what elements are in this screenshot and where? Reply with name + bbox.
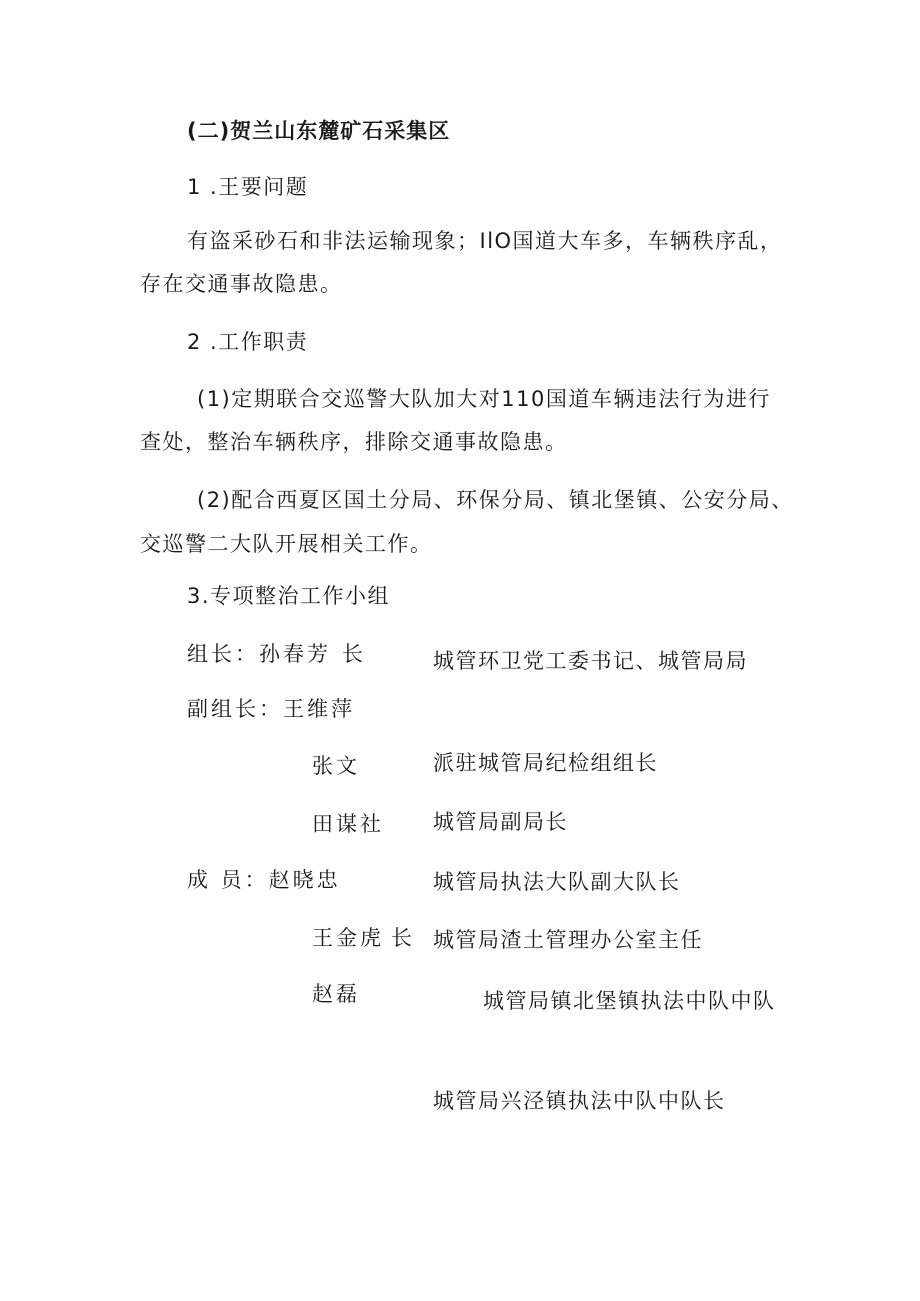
deputy-3-role: 城管局副局长 (433, 810, 568, 834)
member-3-name: 赵磊 (312, 982, 360, 1006)
deputy-2-role: 派驻城管局纪检组组长 (433, 751, 658, 775)
member-label: 成 员：赵晓忠 (187, 868, 341, 892)
leader-role: 城管环卫党工委书记、城管局局 (433, 649, 748, 673)
issues-text-line-2: 存在交通事故隐患。 (140, 272, 343, 296)
duty-2-line-1: (2)配合西夏区国土分局、环保分局、镇北堡镇、公安分局、 (197, 488, 794, 512)
issues-heading: 1 .王要问题 (187, 175, 309, 199)
member-2-suffix: 长 (391, 926, 414, 950)
leader-suffix: 长 (342, 642, 365, 666)
duty-1-line-2: 查处，整治车辆秩序，排除交通事故隐患。 (140, 430, 568, 454)
deputy-3-name: 田谋社 (312, 812, 384, 836)
member-1-role: 城管局执法大队副大队长 (433, 870, 681, 894)
duty-2-line-2: 交巡警二大队开展相关工作。 (140, 532, 433, 556)
deputy-label: 副组长：王维萍 (187, 697, 355, 721)
duties-heading: 2 .工作职责 (187, 330, 309, 354)
member-3-role: 城管局镇北堡镇执法中队中队 (483, 989, 776, 1013)
duty-1-line-1: (1)定期联合交巡警大队加大对110国道车辆违法行为进行 (197, 387, 771, 411)
issues-text-line-1: 有盗采砂石和非法运输现象；IlO国道大车多，车辆秩序乱， (187, 229, 783, 253)
member-2-name: 王金虎 (312, 926, 384, 950)
section-heading: (二)贺兰山东麓矿石采集区 (187, 119, 451, 143)
member-4-role: 城管局兴泾镇执法中队中队长 (433, 1089, 726, 1113)
member-2-role: 城管局渣土管理办公室主任 (433, 928, 703, 952)
leader-label: 组长：孙春芳 (187, 642, 331, 666)
group-heading: 3.专项整治工作小组 (187, 584, 391, 608)
deputy-2-name: 张文 (312, 754, 360, 778)
